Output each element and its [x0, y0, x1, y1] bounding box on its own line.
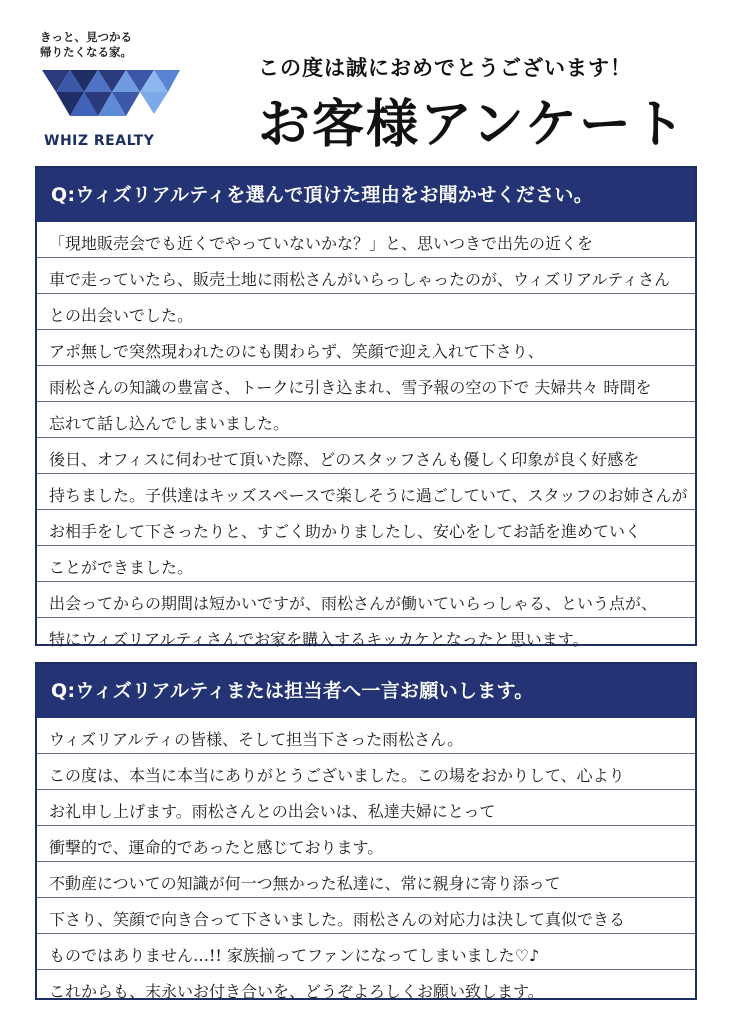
answer-2-line: ウィズリアルティの皆様、そして担当下さった雨松さん。	[37, 718, 695, 754]
answer-1-line: お相手をして下さったりと、すごく助かりましたし、安心をしてお話を進めていく	[37, 510, 695, 546]
question-section-2	[35, 662, 697, 1000]
answer-1-line: 特にウィズリアルティさんでお家を購入するキッカケとなったと思います。	[49, 630, 589, 649]
answer-1-line: 雨松さんの知識の豊富さ、トークに引き込まれ、雪予報の空の下で 夫婦共々 時間を	[37, 366, 695, 402]
answer-2-line: これからも、末永いお付き合いを、どうぞよろしくお願い致します。	[49, 982, 544, 1001]
page-title: お客様アンケート	[258, 95, 687, 155]
question-1-heading: Q:ウィズリアルティを選んで頂けた理由をお聞かせください。	[37, 168, 695, 222]
answer-2-line: お礼申し上げます。雨松さんとの出会いは、私達夫婦にとって	[37, 790, 695, 826]
answer-1-line: 忘れて話し込んでしまいました。	[37, 402, 695, 438]
answer-1-line: 「現地販売会でも近くでやっていないかな？」と、思いつきで出先の近くを	[37, 222, 695, 258]
tagline-line-2: 帰りたくなる家。	[40, 45, 132, 59]
answer-1-line: との出会いでした。	[37, 294, 695, 330]
answer-2-line: 不動産についての知識が何一つ無かった私達に、常に親身に寄り添って	[37, 862, 695, 898]
answer-2-lines	[37, 718, 695, 1006]
tagline-line-1: きっと、見つかる	[40, 30, 132, 44]
question-2-heading: Q:ウィズリアルティまたは担当者へ一言お願いします。	[37, 664, 695, 718]
answer-1-lines	[37, 222, 695, 654]
congratulations-subtitle: この度は誠におめでとうございます！	[258, 56, 632, 80]
company-logo	[40, 30, 190, 155]
triangle-logo-icon	[42, 70, 182, 126]
answer-1-line: 持ちました。子供達はキッズスペースで楽しそうに過ごしていて、スタッフのお姉さんが	[37, 474, 695, 510]
answer-2-line: 衝撃的で、運命的であったと感じております。	[37, 826, 695, 862]
answer-1-line: アポ無しで突然現われたのにも関わらず、笑顔で迎え入れて下さり、	[37, 330, 695, 366]
brand-name: WHIZ REALTY	[44, 133, 155, 149]
answer-2-line: この度は、本当に本当にありがとうございました。この場をおかりして、心より	[37, 754, 695, 790]
answer-1-line: ことができました。	[37, 546, 695, 582]
answer-1-line: 出会ってからの期間は短かいですが、雨松さんが働いていらっしゃる、という点が、	[37, 582, 695, 618]
answer-2-line: 下さり、笑顔で向き合って下さいました。雨松さんの対応力は決して真似できる	[37, 898, 695, 934]
answer-1-line: 車で走っていたら、販売土地に雨松さんがいらっしゃったのが、ウィズリアルティさん	[37, 258, 695, 294]
answer-2-line: ものではありません…!! 家族揃ってファンになってしまいました♡♪	[37, 934, 695, 970]
question-section-1	[35, 166, 697, 649]
answer-1-line: 後日、オフィスに伺わせて頂いた際、どのスタッフさんも優しく印象が良く好感を	[37, 438, 695, 474]
